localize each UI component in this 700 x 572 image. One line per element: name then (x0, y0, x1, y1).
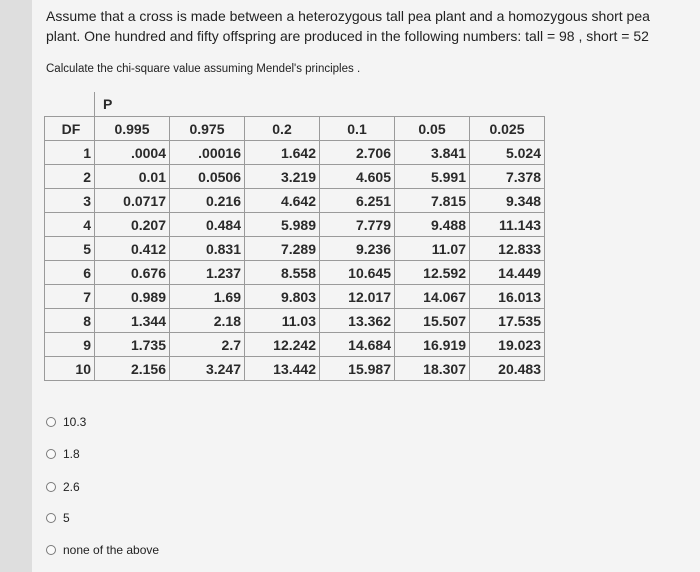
df-cell: 8 (45, 309, 95, 333)
table-row (45, 213, 545, 237)
critical-value-cell: 2.156 (95, 357, 170, 381)
answer-option-label: 10.3 (63, 415, 87, 429)
question-text: Assume that a cross is made between a heterozygous tall pea plant and a homozygous short pea plant. One hundred and fifty offspring are produced in the following numbers: tall = 98 , short = 52 (46, 8, 650, 44)
radio-button-icon[interactable] (46, 482, 56, 492)
critical-value-cell: 14.684 (320, 333, 395, 357)
critical-value-cell: 1.735 (95, 333, 170, 357)
critical-value-cell: 2.18 (170, 309, 245, 333)
answer-option[interactable] (46, 540, 159, 560)
answer-option-label: 1.8 (63, 447, 80, 461)
df-cell: 5 (45, 237, 95, 261)
critical-value-cell: 7.378 (470, 165, 545, 189)
critical-value-cell: 1.69 (170, 285, 245, 309)
chi-square-table (44, 92, 545, 381)
radio-button-icon[interactable] (46, 449, 56, 459)
table-row (45, 189, 545, 213)
radio-button-icon[interactable] (46, 545, 56, 555)
critical-value-cell: 3.247 (170, 357, 245, 381)
critical-value-cell: 2.7 (170, 333, 245, 357)
table-row (45, 237, 545, 261)
critical-value-cell: 0.0506 (170, 165, 245, 189)
table-row (45, 285, 545, 309)
critical-value-cell: 5.989 (245, 213, 320, 237)
critical-value-cell: 1.237 (170, 261, 245, 285)
table-row (45, 165, 545, 189)
critical-value-cell: 9.803 (245, 285, 320, 309)
radio-button-icon[interactable] (46, 513, 56, 523)
critical-value-cell: 13.442 (245, 357, 320, 381)
df-cell: 10 (45, 357, 95, 381)
critical-value-cell: 0.831 (170, 237, 245, 261)
critical-value-cell: 6.251 (320, 189, 395, 213)
critical-value-cell: 0.484 (170, 213, 245, 237)
critical-value-cell: 7.289 (245, 237, 320, 261)
critical-value-cell: 12.242 (245, 333, 320, 357)
critical-value-cell: .00016 (170, 141, 245, 165)
critical-value-cell: 0.989 (95, 285, 170, 309)
critical-value-cell: 12.017 (320, 285, 395, 309)
critical-value-cell: 0.676 (95, 261, 170, 285)
answer-option[interactable] (46, 412, 86, 432)
critical-value-cell: 2.706 (320, 141, 395, 165)
critical-value-cell: 9.488 (395, 213, 470, 237)
critical-value-cell: 11.03 (245, 309, 320, 333)
df-cell: 7 (45, 285, 95, 309)
table-corner-empty (45, 92, 95, 117)
df-cell: 1 (45, 141, 95, 165)
df-header: DF (45, 117, 95, 141)
critical-value-cell: 5.024 (470, 141, 545, 165)
critical-value-cell: 4.642 (245, 189, 320, 213)
critical-value-cell: 0.412 (95, 237, 170, 261)
critical-value-cell: 19.023 (470, 333, 545, 357)
p-value-header: 0.2 (245, 117, 320, 141)
table-row (45, 357, 545, 381)
critical-value-cell: 14.449 (470, 261, 545, 285)
table-row (45, 261, 545, 285)
critical-value-cell: 17.535 (470, 309, 545, 333)
df-cell: 9 (45, 333, 95, 357)
critical-value-cell: 4.605 (320, 165, 395, 189)
critical-value-cell: 0.0717 (95, 189, 170, 213)
critical-value-cell: 5.991 (395, 165, 470, 189)
critical-value-cell: 20.483 (470, 357, 545, 381)
critical-value-cell: 0.01 (95, 165, 170, 189)
answer-option-label: none of the above (63, 543, 160, 557)
radio-button-icon[interactable] (46, 417, 56, 427)
critical-value-cell: 12.592 (395, 261, 470, 285)
critical-value-cell: 12.833 (470, 237, 545, 261)
df-cell: 3 (45, 189, 95, 213)
instruction-text: Calculate the chi-square value assuming Mendel's principles . (46, 63, 361, 75)
critical-value-cell: 11.07 (395, 237, 470, 261)
critical-value-cell: 9.236 (320, 237, 395, 261)
critical-value-cell: 0.207 (95, 213, 170, 237)
critical-value-cell: 7.779 (320, 213, 395, 237)
critical-value-cell: .0004 (95, 141, 170, 165)
critical-value-cell: 3.219 (245, 165, 320, 189)
p-label: P (95, 92, 545, 117)
table-row (45, 333, 545, 357)
p-value-header: 0.025 (470, 117, 545, 141)
chi-square-critical-values-table (44, 92, 545, 381)
critical-value-cell: 3.841 (395, 141, 470, 165)
critical-value-cell: 16.919 (395, 333, 470, 357)
critical-value-cell: 1.344 (95, 309, 170, 333)
table-row (45, 309, 545, 333)
answer-option-label: 2.6 (63, 480, 80, 494)
answer-option-label: 5 (63, 511, 70, 525)
critical-value-cell: 14.067 (395, 285, 470, 309)
df-cell: 6 (45, 261, 95, 285)
df-cell: 2 (45, 165, 95, 189)
critical-value-cell: 1.642 (245, 141, 320, 165)
p-value-header: 0.1 (320, 117, 395, 141)
table-row (45, 141, 545, 165)
critical-value-cell: 8.558 (245, 261, 320, 285)
critical-value-cell: 13.362 (320, 309, 395, 333)
p-value-header: 0.05 (395, 117, 470, 141)
critical-value-cell: 15.987 (320, 357, 395, 381)
df-cell: 4 (45, 213, 95, 237)
answer-option[interactable] (46, 444, 80, 464)
critical-value-cell: 10.645 (320, 261, 395, 285)
answer-option[interactable] (46, 508, 70, 528)
critical-value-cell: 15.507 (395, 309, 470, 333)
p-value-header: 0.995 (95, 117, 170, 141)
critical-value-cell: 16.013 (470, 285, 545, 309)
p-value-header: 0.975 (170, 117, 245, 141)
critical-value-cell: 18.307 (395, 357, 470, 381)
critical-value-cell: 7.815 (395, 189, 470, 213)
critical-value-cell: 9.348 (470, 189, 545, 213)
critical-value-cell: 0.216 (170, 189, 245, 213)
answer-option[interactable] (46, 477, 80, 497)
critical-value-cell: 11.143 (470, 213, 545, 237)
